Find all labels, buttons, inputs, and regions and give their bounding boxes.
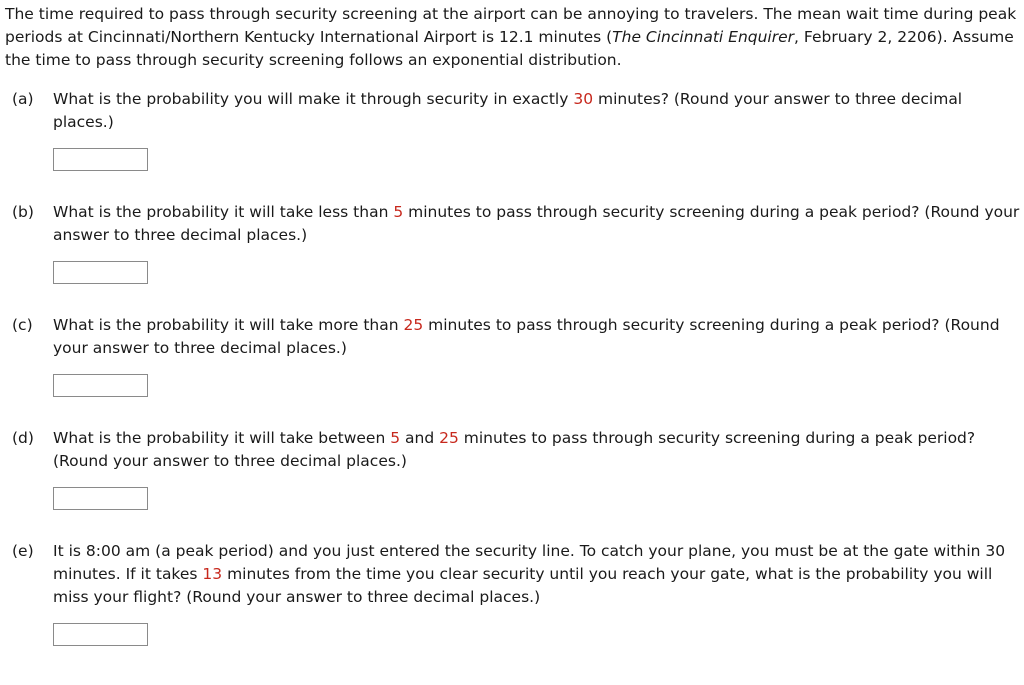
question-d-value-high: 25 xyxy=(439,429,459,447)
question-d xyxy=(12,427,1022,510)
question-d-letter: (d) xyxy=(12,429,34,447)
question-a-text-start: What is the probability you will make it through security in exactly xyxy=(53,90,574,108)
question-a-letter: (a) xyxy=(12,90,34,108)
question-b xyxy=(12,201,1022,284)
question-d-text-end: minutes to pass through security screening during a peak period? (Round your answer to three decimal places.) xyxy=(53,429,976,470)
question-b-text-end: minutes to pass through security screening during a peak period? (Round your answer to three decimal places.) xyxy=(53,203,1020,244)
answer-input-c[interactable] xyxy=(53,374,148,397)
question-c-value: 25 xyxy=(403,316,424,334)
question-e-text-start: It is 8:00 am (a peak period) and you just entered the security line. To catch your plane, you must be at the gate within 30 minutes. If it takes xyxy=(53,542,1006,583)
intro-text-start: The time required to pass through security screening at the airport can be annoying to travelers. The mean wait time during peak periods at Cincinnati/Northern Kentucky International Airport is 12.1 minutes ( xyxy=(5,5,1017,46)
question-b-text xyxy=(53,201,1022,247)
problem-intro xyxy=(5,3,1017,72)
answer-input-a[interactable] xyxy=(53,148,148,171)
question-c-text xyxy=(53,314,1022,360)
question-c-text-start: What is the probability it will take more than xyxy=(53,316,404,334)
question-d-text xyxy=(53,427,1022,473)
answer-input-e[interactable] xyxy=(53,623,148,646)
question-b-text-start: What is the probability it will take less than xyxy=(53,203,394,221)
question-c xyxy=(12,314,1022,397)
answer-input-d[interactable] xyxy=(53,487,148,510)
question-e-letter: (e) xyxy=(12,542,34,560)
question-d-value-low: 5 xyxy=(390,429,401,447)
question-a-text xyxy=(53,88,1022,134)
question-d-text-start: What is the probability it will take between xyxy=(53,429,391,447)
intro-source-title: The Cincinnati Enquirer xyxy=(612,28,795,46)
question-d-text-middle: and xyxy=(400,429,440,447)
question-a-text-end: minutes? (Round your answer to three decimal places.) xyxy=(53,90,963,131)
question-a xyxy=(12,88,1022,171)
question-c-text-end: minutes to pass through security screening during a peak period? (Round your answer to three decimal places.) xyxy=(53,316,1000,357)
question-e-value: 13 xyxy=(202,565,223,583)
question-a-value: 30 xyxy=(573,90,594,108)
question-c-letter: (c) xyxy=(12,316,33,334)
question-e-text-end: minutes from the time you clear security until you reach your gate, what is the probability you will miss your flight? (Round your answer to three decimal places.) xyxy=(53,565,993,606)
answer-input-b[interactable] xyxy=(53,261,148,284)
question-b-value: 5 xyxy=(393,203,404,221)
intro-text-end: , February 2, 2206). Assume the time to pass through security screening follows an exponential distribution. xyxy=(5,28,1014,69)
question-b-letter: (b) xyxy=(12,203,34,221)
question-e xyxy=(12,540,1022,646)
question-e-text xyxy=(53,540,1022,609)
